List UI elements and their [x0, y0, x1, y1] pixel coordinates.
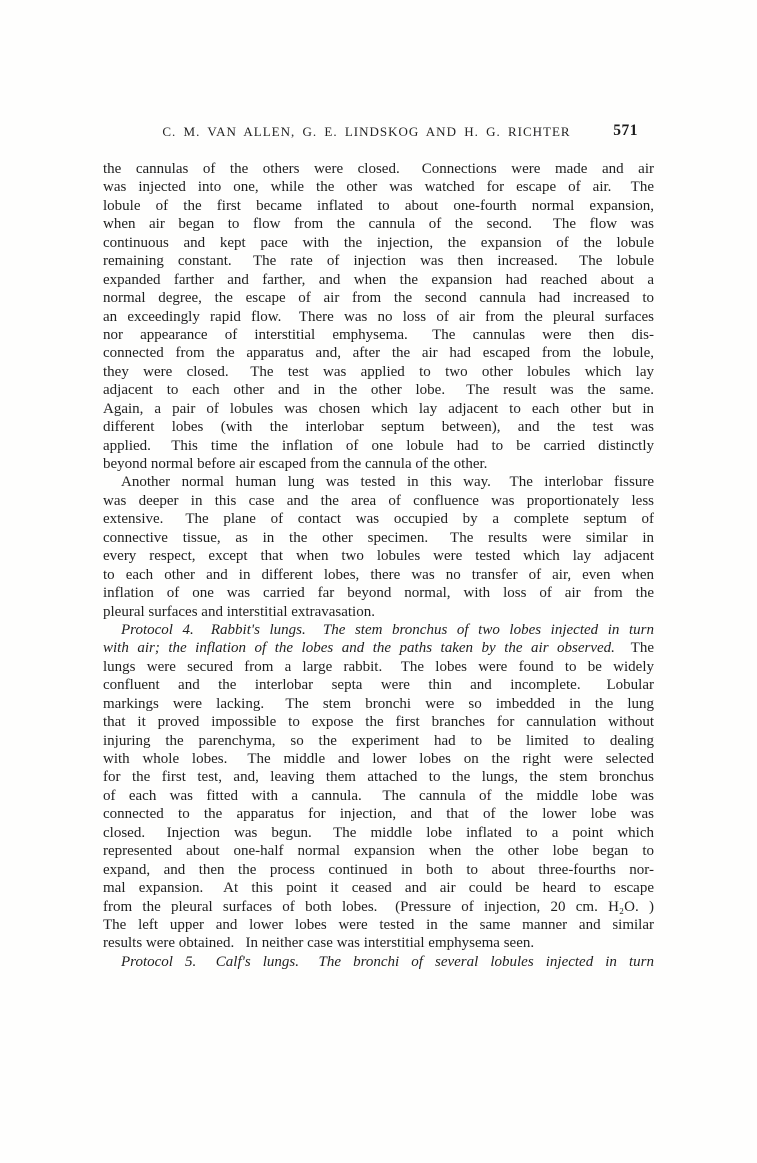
- text-segment: normal degree, the escape of air from the second cannula had increased to: [103, 290, 654, 307]
- body-text: [103, 160, 654, 971]
- paragraph: [103, 953, 654, 971]
- text-segment: was injected into one, while the other was watched for escape of air. The: [103, 179, 654, 196]
- text-segment: beyond normal before air escaped from the cannula of the other.: [103, 456, 488, 472]
- text-line: [103, 326, 654, 344]
- text-segment: pleural surfaces and interstitial extravasation.: [103, 603, 375, 620]
- page-number: 571: [613, 122, 638, 139]
- text-segment: connected to the apparatus for injection, and that of the lower lobe was: [103, 806, 654, 823]
- text-line: [103, 492, 654, 510]
- running-head: [103, 124, 654, 142]
- text-line: [103, 455, 654, 473]
- paragraph: [103, 160, 654, 473]
- text-line: [103, 363, 654, 381]
- text-line: [103, 400, 654, 418]
- text-line: [103, 879, 654, 897]
- paragraph: [103, 473, 654, 621]
- text-segment: mal expansion. At this point it ceased and air could be heard to escape: [103, 880, 654, 897]
- text-line: [103, 676, 654, 694]
- text-segment: lobule of the first became inflated to about one-fourth normal expansion,: [103, 197, 654, 214]
- text-line: [103, 787, 654, 805]
- text-line: [103, 344, 654, 362]
- text-line: [103, 861, 654, 879]
- text-line: [103, 566, 654, 584]
- text-line: [103, 271, 654, 289]
- text-segment: injuring the parenchyma, so the experiment had to be limited to dealing: [103, 732, 654, 749]
- text-line: [103, 289, 654, 307]
- italic-text-segment: with air; the inflation of the lobes and the paths taken by the air observed.: [103, 640, 615, 657]
- text-line: [103, 916, 654, 934]
- text-line: [103, 529, 654, 547]
- text-segment: markings were lacking. The stem bronchi were so imbedded in the lung: [103, 695, 654, 712]
- text-segment: results were obtained. In neither case was interstitial emphysema seen.: [103, 935, 535, 952]
- text-segment: for the first test, and, leaving them attached to the lungs, the stem bronchus: [103, 769, 654, 786]
- text-line: [103, 197, 654, 215]
- text-segment: to each other and in different lobes, there was no transfer of air, even when: [103, 566, 654, 583]
- text-line: [103, 824, 654, 842]
- italic-text-segment: Protocol 5. Calf's lungs. The bronchi of several lobules injected in turn: [121, 953, 654, 970]
- text-segment: The: [614, 640, 654, 657]
- text-segment: remaining constant. The rate of injection was then increased. The lobule: [103, 253, 654, 270]
- text-segment: continuous and kept pace with the injection, the expansion of the lobule: [103, 234, 654, 251]
- text-segment: an exceedingly rapid flow. There was no loss of air from the pleural surfaces: [103, 308, 654, 325]
- text-line: [103, 234, 654, 252]
- text-line: [103, 842, 654, 860]
- text-line: [103, 750, 654, 768]
- text-segment: every respect, except that when two lobules were tested which lay adjacent: [103, 548, 654, 565]
- text-segment: different lobes (with the interlobar septum between), and the test was: [103, 419, 654, 436]
- text-line: [103, 252, 654, 270]
- text-line: [103, 713, 654, 731]
- text-line: [103, 768, 654, 786]
- text-line: [103, 953, 654, 971]
- text-line: [103, 805, 654, 823]
- text-line: [103, 473, 654, 491]
- text-segment: The left upper and lower lobes were tested in the same manner and similar: [103, 916, 654, 933]
- text-segment: was deeper in this case and the area of confluence was proportionately less: [103, 492, 654, 509]
- text-line: [103, 215, 654, 233]
- text-segment: extensive. The plane of contact was occupied by a complete septum of: [103, 511, 654, 528]
- text-line: [103, 732, 654, 750]
- text-segment: when air began to flow from the cannula of the second. The flow was: [103, 216, 654, 233]
- paragraph: [103, 621, 654, 953]
- text-line: [103, 603, 654, 621]
- text-segment: adjacent to each other and in the other lobe. The result was the same.: [103, 382, 654, 399]
- text-line: [103, 898, 654, 916]
- text-segment: inflation of one was carried far beyond normal, with loss of air from the: [103, 585, 654, 602]
- text-line: [103, 308, 654, 326]
- text-segment: nor appearance of interstitial emphysema. The cannulas were then dis-: [103, 326, 654, 343]
- text-segment: they were closed. The test was applied to two other lobules which lay: [103, 363, 654, 380]
- text-segment: closed. Injection was begun. The middle lobe inflated to a point which: [103, 824, 654, 841]
- text-segment: lungs were secured from a large rabbit. The lobes were found to be widely: [103, 658, 654, 675]
- text-segment: connective tissue, as in the other specimen. The results were similar in: [103, 529, 654, 546]
- text-segment: of each was fitted with a cannula. The cannula of the middle lobe was: [103, 787, 654, 804]
- text-segment: represented about one-half normal expansion when the other lobe began to: [103, 843, 654, 860]
- text-segment: confluent and the interlobar septa were thin and incomplete. Lobular: [103, 677, 654, 694]
- text-segment: the cannulas of the others were closed. Connections were made and air: [103, 161, 654, 177]
- text-line: [103, 639, 654, 657]
- text-segment: connected from the apparatus and, after the air had escaped from the lobule,: [103, 345, 654, 362]
- italic-text-segment: Protocol 4. Rabbit's lungs. The stem bronchus of two lobes injected in turn: [121, 621, 654, 638]
- text-line: [103, 418, 654, 436]
- text-segment: from the pleural surfaces of both lobes. (Pressure of injection, 20 cm. H₂O. ): [103, 898, 654, 915]
- text-line: [103, 510, 654, 528]
- text-segment: with whole lobes. The middle and lower lobes on the right were selected: [103, 751, 654, 767]
- running-title: C. M. VAN ALLEN, G. E. LINDSKOG AND H. G. RICHTER: [162, 124, 571, 139]
- text-line: [103, 437, 654, 455]
- text-line: [103, 658, 654, 676]
- text-line: [103, 160, 654, 178]
- text-segment: that it proved impossible to expose the first branches for cannulation without: [103, 714, 654, 731]
- text-segment: expanded farther and farther, and when the expansion had reached about a: [103, 271, 654, 288]
- text-line: [103, 934, 654, 952]
- text-segment: expand, and then the process continued in both to about three-fourths nor-: [103, 861, 654, 878]
- text-segment: applied. This time the inflation of one lobule had to be carried distinctly: [103, 437, 654, 454]
- text-segment: Another normal human lung was tested in this way. The interlobar fissure: [121, 474, 654, 491]
- text-line: [103, 621, 654, 639]
- text-line: [103, 178, 654, 196]
- text-line: [103, 584, 654, 602]
- text-segment: Again, a pair of lobules was chosen which lay adjacent to each other but in: [103, 400, 654, 417]
- text-line: [103, 695, 654, 713]
- text-line: [103, 381, 654, 399]
- text-line: [103, 547, 654, 565]
